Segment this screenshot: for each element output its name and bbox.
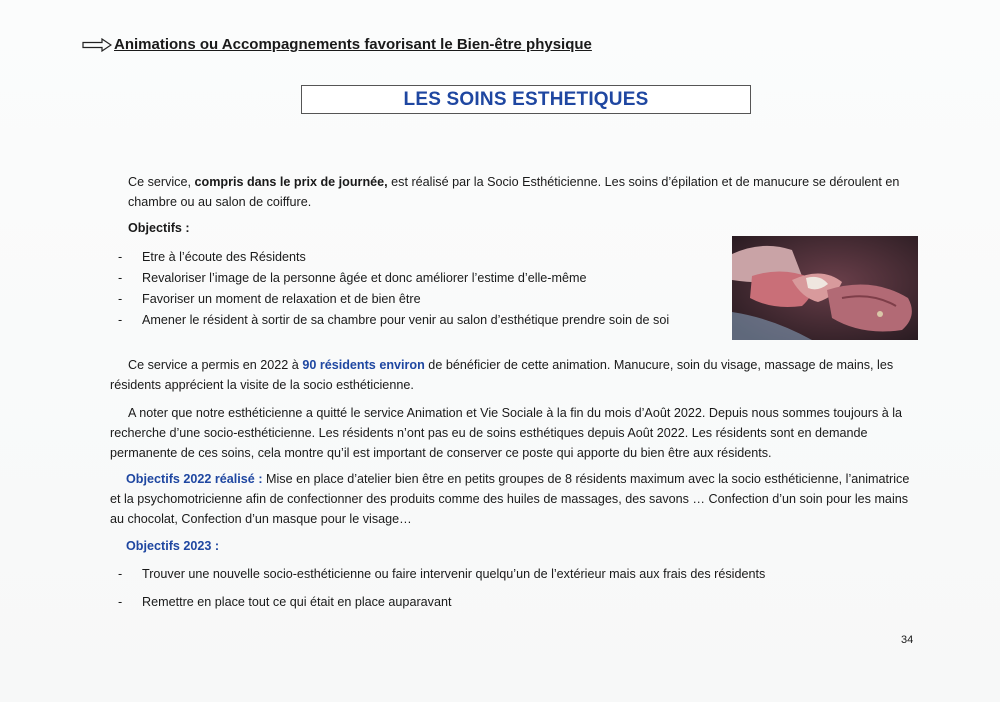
intro-bold: compris dans le prix de journée, — [194, 175, 388, 189]
list-item: - Revaloriser l’image de la personne âgée et donc améliorer l’estime d’elle-même — [118, 268, 718, 289]
intro-paragraph — [128, 172, 923, 212]
objectifs-2023-list — [118, 564, 898, 613]
page-number: 34 — [901, 634, 914, 646]
list-item: - Amener le résident à sortir de sa chambre pour venir au salon d’esthétique prendre soin de soi — [118, 310, 718, 331]
list-item: - Trouver une nouvelle socio-esthéticienne ou faire intervenir quelqu’un de l’extérieur mais aux frais des résidents — [118, 564, 898, 585]
objectifs-list — [118, 247, 718, 331]
title-box — [301, 85, 751, 114]
para-residents-end: de bénéficier de cette animation. Manucure, soin du visage, massage de mains, les résidents apprécient la visite de la socio esthéticienne. — [110, 358, 894, 392]
list-item: - Remettre en place tout ce qui était en place auparavant — [118, 592, 898, 613]
manicure-hands-photo — [732, 236, 918, 340]
para-note: A noter que notre esthéticienne a quitté le service Animation et Vie Sociale à la fin du mois d’Août 2022. Depuis nous sommes toujours à la recherche d’une socio-esthéticienne. Les résidents n’ont pas eu de soins esthétiques depuis Août 2022. Les résidents sont en demande permanente de ces soins, cela montre qu’il est important de conserver ce poste qui apporte du bien être aux résidents. — [110, 406, 903, 460]
para-objectifs-2022 — [110, 469, 916, 529]
right-arrow-icon — [82, 38, 112, 52]
objectifs-2023-label: Objectifs 2023 : — [126, 539, 220, 553]
section-heading-text: Animations ou Accompagnements favorisant le Bien-être physique — [114, 36, 592, 53]
section-heading — [82, 36, 592, 53]
page-title: LES SOINS ESTHETIQUES — [403, 88, 649, 110]
residents-count: 90 résidents environ — [302, 358, 425, 372]
objectifs-label: Objectifs : — [128, 221, 190, 235]
objectifs-2022-text: Mise en place d’atelier bien être en petits groupes de 8 résidents maximum avec la socio esthéticienne, l’animatrice et la psychomotricienne afin de confectionner des produits comme des huiles de massages, des savons … Confection d’un soin pour les mains au chocolat, Confection d’un masque pour le visage… — [110, 472, 910, 526]
list-item: - Etre à l’écoute des Résidents — [118, 247, 718, 268]
para-residents — [110, 355, 916, 395]
para-residents-start: Ce service a permis en 2022 à — [128, 358, 303, 372]
intro-text-start: Ce service, — [128, 175, 195, 189]
objectifs-2022-label: Objectifs 2022 réalisé : — [126, 472, 263, 486]
intro-text-end: est réalisé par la Socio Esthéticienne. Les soins d’épilation et de manucure se déroulent en chambre ou au salon de coiffure. — [128, 175, 900, 209]
list-item: - Favoriser un moment de relaxation et de bien être — [118, 289, 718, 310]
